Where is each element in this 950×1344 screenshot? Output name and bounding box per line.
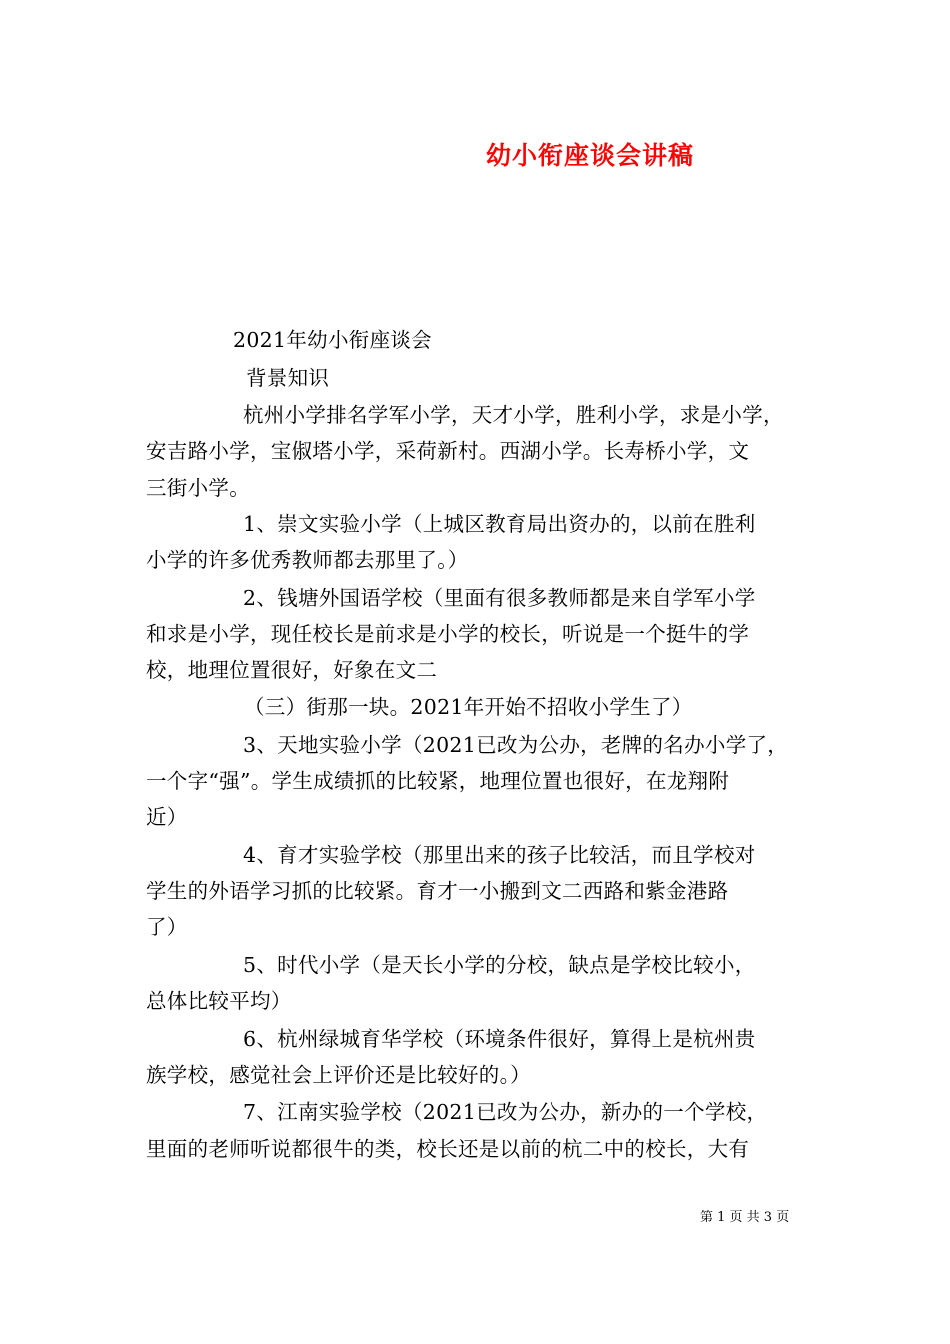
paragraph-line: 2、钱塘外国语学校（里面有很多教师都是来自学军小学 — [243, 586, 756, 610]
paragraph-line: 学生的外语学习抓的比较紧。育才一小搬到文二西路和紫金港路 — [146, 879, 729, 903]
paragraph-line: 里面的老师听说都很牛的类，校长还是以前的杭二中的校长，大有 — [146, 1137, 750, 1161]
subtitle-line: 2021年幼小衔座谈会 — [233, 328, 432, 352]
paragraph-line: 4、育才实验学校（那里出来的孩子比较活，而且学校对 — [243, 843, 756, 867]
page-number-footer: 第 1 页 共 3 页 — [700, 1210, 790, 1225]
paragraph-line: 三街小学。 — [146, 476, 250, 500]
paragraph-line: 校，地理位置很好，好象在文二 — [146, 658, 438, 682]
paragraph-line: 近） — [146, 805, 188, 829]
paragraph-line: 6、杭州绿城育华学校（环境条件很好，算得上是杭州贵 — [243, 1027, 756, 1051]
paragraph-line: 杭州小学排名学军小学，天才小学，胜利小学，求是小学， — [243, 403, 784, 427]
paragraph-line: 安吉路小学，宝俶塔小学，采荷新村。西湖小学。长寿桥小学，文 — [146, 439, 750, 463]
paragraph-line: 3、天地实验小学（2021已改为公办，老牌的名办小学了， — [243, 733, 789, 757]
paragraph-line: 了） — [146, 915, 188, 939]
document-title: 幼小衔座谈会讲稿 — [485, 141, 694, 170]
section-heading: 背景知识 — [246, 366, 330, 390]
paragraph-line: 族学校，感觉社会上评价还是比较好的。） — [146, 1063, 531, 1087]
paragraph-line: 5、时代小学（是天长小学的分校，缺点是学校比较小， — [243, 953, 756, 977]
paragraph-line: （三）街那一块。2021年开始不招收小学生了） — [244, 695, 693, 719]
paragraph-line: 和求是小学，现任校长是前求是小学的校长，听说是一个挺牛的学 — [146, 622, 750, 646]
paragraph-line: 7、江南实验学校（2021已改为公办，新办的一个学校， — [243, 1100, 768, 1124]
paragraph-line: 小学的许多优秀教师都去那里了。） — [146, 548, 469, 572]
paragraph-line: 一个字“强”。学生成绩抓的比较紧，地理位置也很好，在龙翔附 — [146, 769, 730, 793]
paragraph-line: 总体比较平均） — [146, 989, 292, 1013]
paragraph-line: 1、崇文实验小学（上城区教育局出资办的，以前在胜利 — [243, 512, 756, 536]
